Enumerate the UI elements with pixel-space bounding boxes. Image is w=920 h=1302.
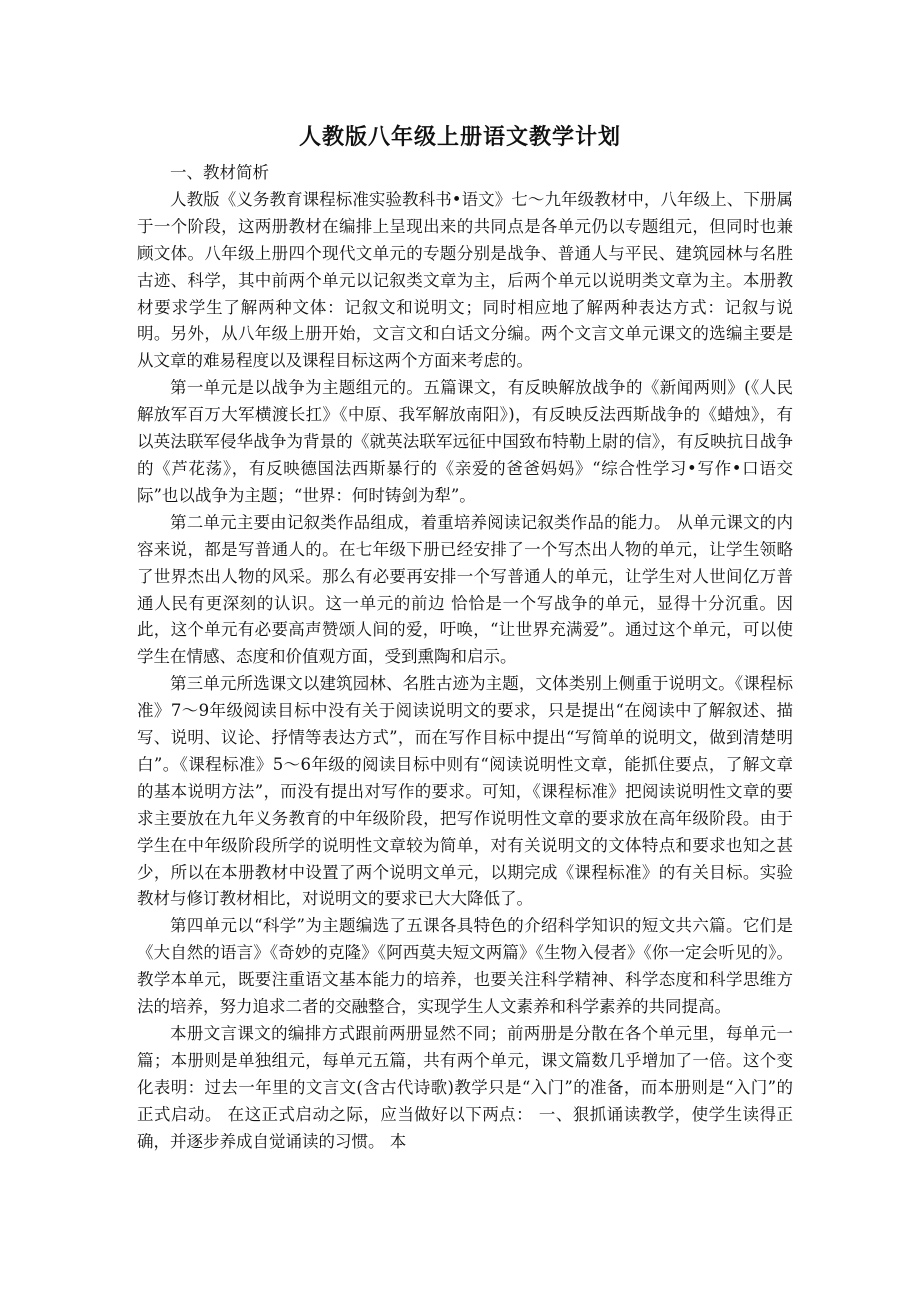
section-heading: 一、教材简析 (170, 163, 269, 182)
paragraph-unit-two: 第二单元主要由记叙类作品组成，着重培养阅读记叙类作品的能力。 从单元课文的内容来说，都是写普通人的。在七年级下册已经安排了一个写杰出人物的单元，让学生领略了世界杰出人物的风采。那么有必要再安排一个写普通人的单元，让学生对人世间亿万普通人民有更深刻的认识。这一单元的前边 恰恰是一个写战争的单元，显得十分沉重。因此，这个单元有必要高声赞颂人间的爱，吁唤，“让世界充满爱”。通过这个单元，可以使学生在情感、态度和价值观方面，受到熏陶和启示。 (137, 512, 793, 667)
paragraph-textbook-overview: 人教版《义务教育课程标准实验教科书•语文》七～九年级教材中，八年级上、下册属于一个阶段，这两册教材在编排上呈现出来的共同点是各单元仍以专题组元，但同时也兼顾文体。八年级上册四个现代文单元的专题分别是战争、普通人与平民、建筑园林与名胜古迹、科学，其中前两个单元以记叙类文章为主，后两个单元以说明类文章为主。本册教材要求学生了解两种文体：记叙文和说明文；同时相应地了解两种表达方式：记叙与说明。另外，从八年级上册开始，文言文和白话文分编。两个文言文单元课文的选编主要是从文章的难易程度以及课程目标这两个方面来考虑的。 (137, 189, 793, 371)
paragraph-unit-three: 第三单元所选课文以建筑园林、名胜古迹为主题，文体类别上侧重于说明文。《课程标准》7～9年级阅读目标中没有关于阅读说明文的要求，只是提出“在阅读中了解叙述、描写、说明、议论、抒情等表达方式”，而在写作目标中提出“写简单的说明文，做到清楚明白”。《课程标准》5～6年级的阅读目标中则有“阅读说明性文章，能抓住要点，了解文章的基本说明方法”，而没有提出对写作的要求。可知，《课程标准》把阅读说明性文章的要求主要放在九年义务教育的中年级阶段，把写作说明性文章的要求放在高年级阶段。由于学生在中年级阶段所学的说明性文章较为简单，对有关说明文的文体特点和要求也知之甚少，所以在本册教材中设置了两个说明文单元，以期完成《课程标准》的有关目标。实验教材与修订教材相比，对说明文的要求已大大降低了。 (137, 674, 793, 909)
document-title: 人教版八年级上册语文教学计划 (298, 124, 621, 150)
paragraph-unit-four: 第四单元以“科学”为主题编选了五课各具特色的介绍科学知识的短文共六篇。它们是《大自然的语言》《奇妙的克隆》《阿西莫夫短文两篇》《生物入侵者》《你一定会听见的》。教学本单元，既要注重语文基本能力的培养，也要关注科学精神、科学态度和科学思维方法的培养，努力追求二者的交融整合，实现学生人文素养和科学素养的共同提高。 (137, 916, 793, 1017)
document-body (137, 160, 793, 1156)
paragraph-classical-chinese: 本册文言课文的编排方式跟前两册显然不同；前两册是分散在各个单元里，每单元一篇；本册则是单独组元，每单元五篇，共有两个单元，课文篇数几乎增加了一倍。这个变化表明：过去一年里的文言文(含古代诗歌)教学只是“入门”的准备，而本册则是“入门”的正式启动。 在这正式启动之际，应当做好以下两点： 一、狠抓诵读教学，使学生读得正确，并逐步养成自觉诵读的习惯。 本 (137, 1024, 793, 1151)
paragraph-unit-one: 第一单元是以战争为主题组元的。五篇课文，有反映解放战争的《新闻两则》(《人民解放军百万大军横渡长扛》《中原、我军解放南阳》)，有反映反法西斯战争的《蜡烛》，有以英法联军侵华战争为背景的《就英法联军远征中国致布特勒上尉的信》，有反映抗日战争的《芦花荡》，有反映德国法西斯暴行的《亲爱的爸爸妈妈》“综合性学习•写作•口语交际”也以战争为主题；“世界：何时铸剑为犁”。 (137, 378, 793, 505)
